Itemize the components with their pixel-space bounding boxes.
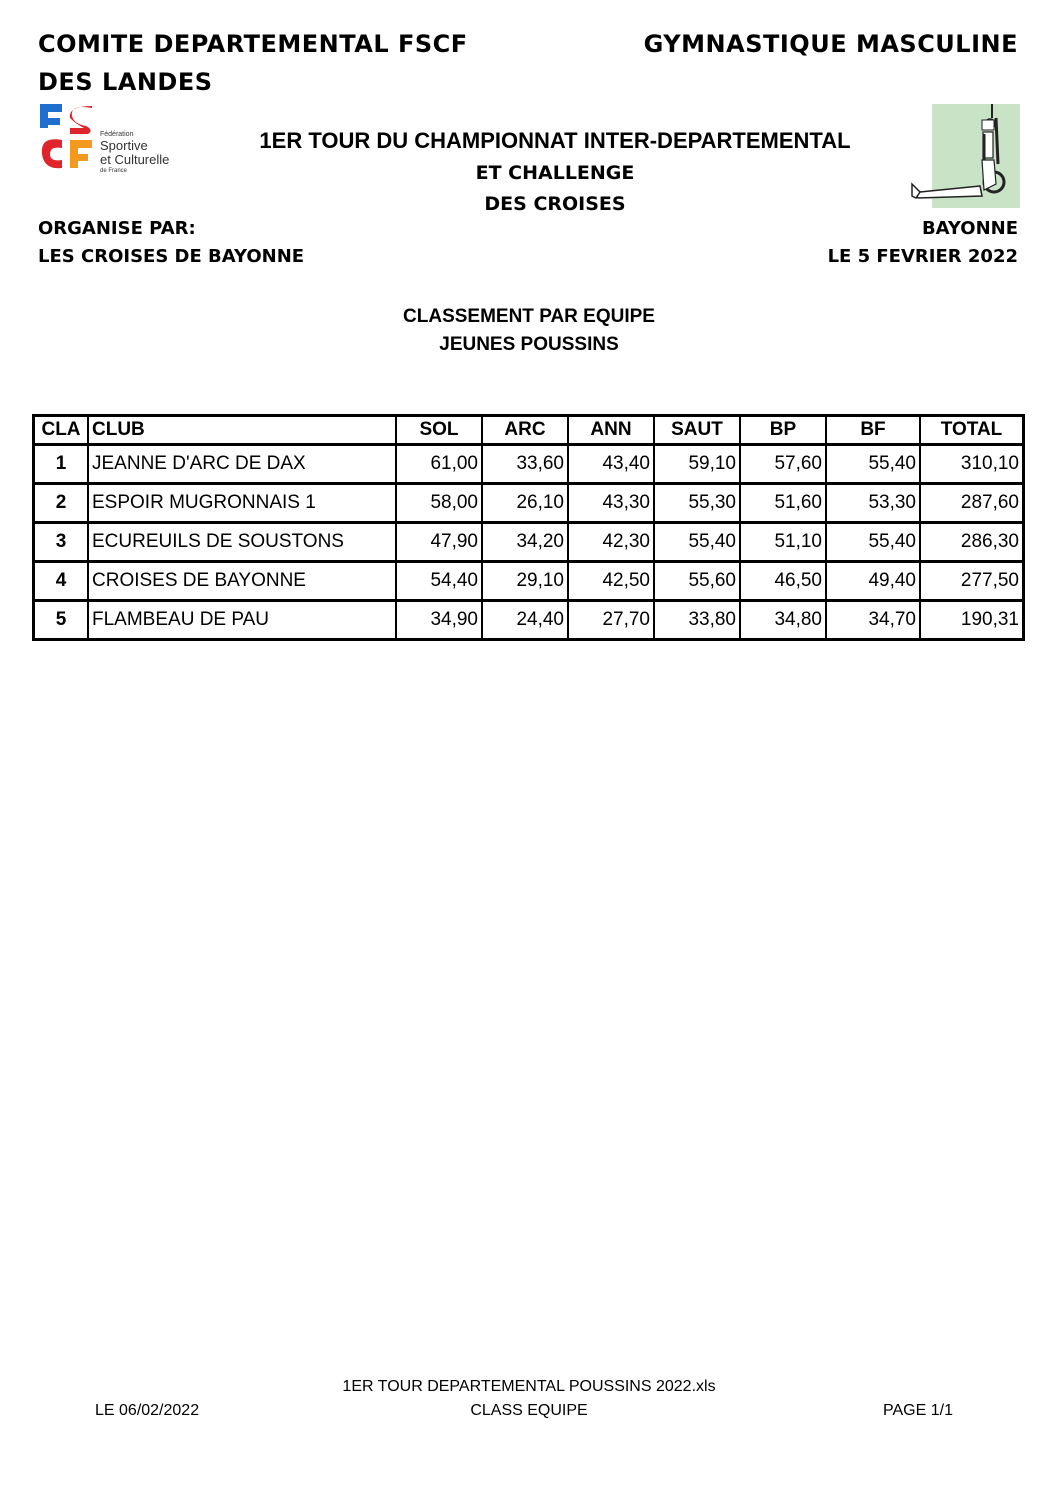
- cell-sol: 54,40: [396, 562, 482, 601]
- discipline-title: GYMNASTIQUE MASCULINE: [643, 30, 1018, 58]
- col-header-bp: BP: [740, 416, 826, 445]
- committee-name: COMITE DEPARTEMENTAL FSCF: [38, 30, 468, 58]
- cell-ann: 27,70: [568, 601, 654, 640]
- col-header-saut: SAUT: [654, 416, 740, 445]
- cell-bf: 55,40: [826, 523, 920, 562]
- col-header-cla: CLA: [34, 416, 89, 445]
- cell-total: 310,10: [920, 445, 1024, 484]
- cell-bf: 49,40: [826, 562, 920, 601]
- cell-arc: 29,10: [482, 562, 568, 601]
- cell-ann: 42,30: [568, 523, 654, 562]
- cell-saut: 59,10: [654, 445, 740, 484]
- cell-club: JEANNE D'ARC DE DAX: [88, 445, 396, 484]
- cell-cla: 3: [34, 523, 89, 562]
- table-row: [34, 484, 1024, 523]
- cell-bp: 34,80: [740, 601, 826, 640]
- col-header-arc: ARC: [482, 416, 568, 445]
- col-header-bf: BF: [826, 416, 920, 445]
- ranking-category: JEUNES POUSSINS: [439, 334, 619, 355]
- table-row: [34, 562, 1024, 601]
- cell-club: CROISES DE BAYONNE: [88, 562, 396, 601]
- col-header-club: CLUB: [88, 416, 396, 445]
- cell-bp: 46,50: [740, 562, 826, 601]
- footer-page-number: PAGE 1/1: [883, 1402, 953, 1419]
- cell-cla: 5: [34, 601, 89, 640]
- cell-total: 277,50: [920, 562, 1024, 601]
- table-row: [34, 523, 1024, 562]
- cell-saut: 33,80: [654, 601, 740, 640]
- cell-bf: 55,40: [826, 445, 920, 484]
- cell-club: ESPOIR MUGRONNAIS 1: [88, 484, 396, 523]
- fscf-logo: [40, 104, 200, 174]
- cell-sol: 47,90: [396, 523, 482, 562]
- table-row: [34, 445, 1024, 484]
- cell-saut: 55,60: [654, 562, 740, 601]
- logo-line2: Sportive: [100, 138, 148, 153]
- organizer-name: LES CROISES DE BAYONNE: [38, 246, 305, 267]
- cell-club: ECUREUILS DE SOUSTONS: [88, 523, 396, 562]
- cell-arc: 33,60: [482, 445, 568, 484]
- footer-filename: 1ER TOUR DEPARTEMENTAL POUSSINS 2022.xls: [342, 1378, 716, 1395]
- cell-sol: 34,90: [396, 601, 482, 640]
- cell-cla: 4: [34, 562, 89, 601]
- team-ranking-table: [32, 414, 1025, 641]
- fscf-logo-mark: [40, 104, 96, 170]
- footer-sheet-name: CLASS EQUIPE: [470, 1402, 588, 1419]
- cell-arc: 24,40: [482, 601, 568, 640]
- cell-ann: 43,40: [568, 445, 654, 484]
- cell-arc: 26,10: [482, 484, 568, 523]
- cell-sol: 61,00: [396, 445, 482, 484]
- table-row: [34, 601, 1024, 640]
- cell-saut: 55,40: [654, 523, 740, 562]
- organizer-label: ORGANISE PAR:: [38, 218, 196, 239]
- col-header-total: TOTAL: [920, 416, 1024, 445]
- table-header-row: [34, 416, 1024, 445]
- event-title: 1ER TOUR DU CHAMPIONNAT INTER-DEPARTEMENTAL: [259, 128, 851, 153]
- cell-total: 286,30: [920, 523, 1024, 562]
- event-subtitle-1: ET CHALLENGE: [475, 162, 635, 184]
- cell-bp: 57,60: [740, 445, 826, 484]
- cell-bf: 53,30: [826, 484, 920, 523]
- cell-ann: 43,30: [568, 484, 654, 523]
- ranking-title: CLASSEMENT PAR EQUIPE: [403, 306, 655, 327]
- cell-total: 287,60: [920, 484, 1024, 523]
- cell-cla: 1: [34, 445, 89, 484]
- col-header-sol: SOL: [396, 416, 482, 445]
- col-header-ann: ANN: [568, 416, 654, 445]
- cell-bp: 51,10: [740, 523, 826, 562]
- logo-line3: et Culturelle: [100, 152, 170, 167]
- gymnast-rings-icon: [910, 104, 1020, 208]
- event-date: LE 5 FEVRIER 2022: [827, 246, 1018, 267]
- cell-bp: 51,60: [740, 484, 826, 523]
- cell-cla: 2: [34, 484, 89, 523]
- footer-print-date: LE 06/02/2022: [95, 1402, 200, 1419]
- gymnast-rings-image: [910, 104, 1020, 208]
- cell-arc: 34,20: [482, 523, 568, 562]
- cell-ann: 42,50: [568, 562, 654, 601]
- event-subtitle-2: DES CROISES: [484, 193, 626, 215]
- cell-sol: 58,00: [396, 484, 482, 523]
- logo-line1: Fédération: [100, 131, 134, 138]
- cell-saut: 55,30: [654, 484, 740, 523]
- committee-region: DES LANDES: [38, 68, 213, 96]
- cell-total: 190,31: [920, 601, 1024, 640]
- cell-club: FLAMBEAU DE PAU: [88, 601, 396, 640]
- cell-bf: 34,70: [826, 601, 920, 640]
- logo-line4: de France: [100, 168, 128, 174]
- event-city: BAYONNE: [921, 218, 1018, 239]
